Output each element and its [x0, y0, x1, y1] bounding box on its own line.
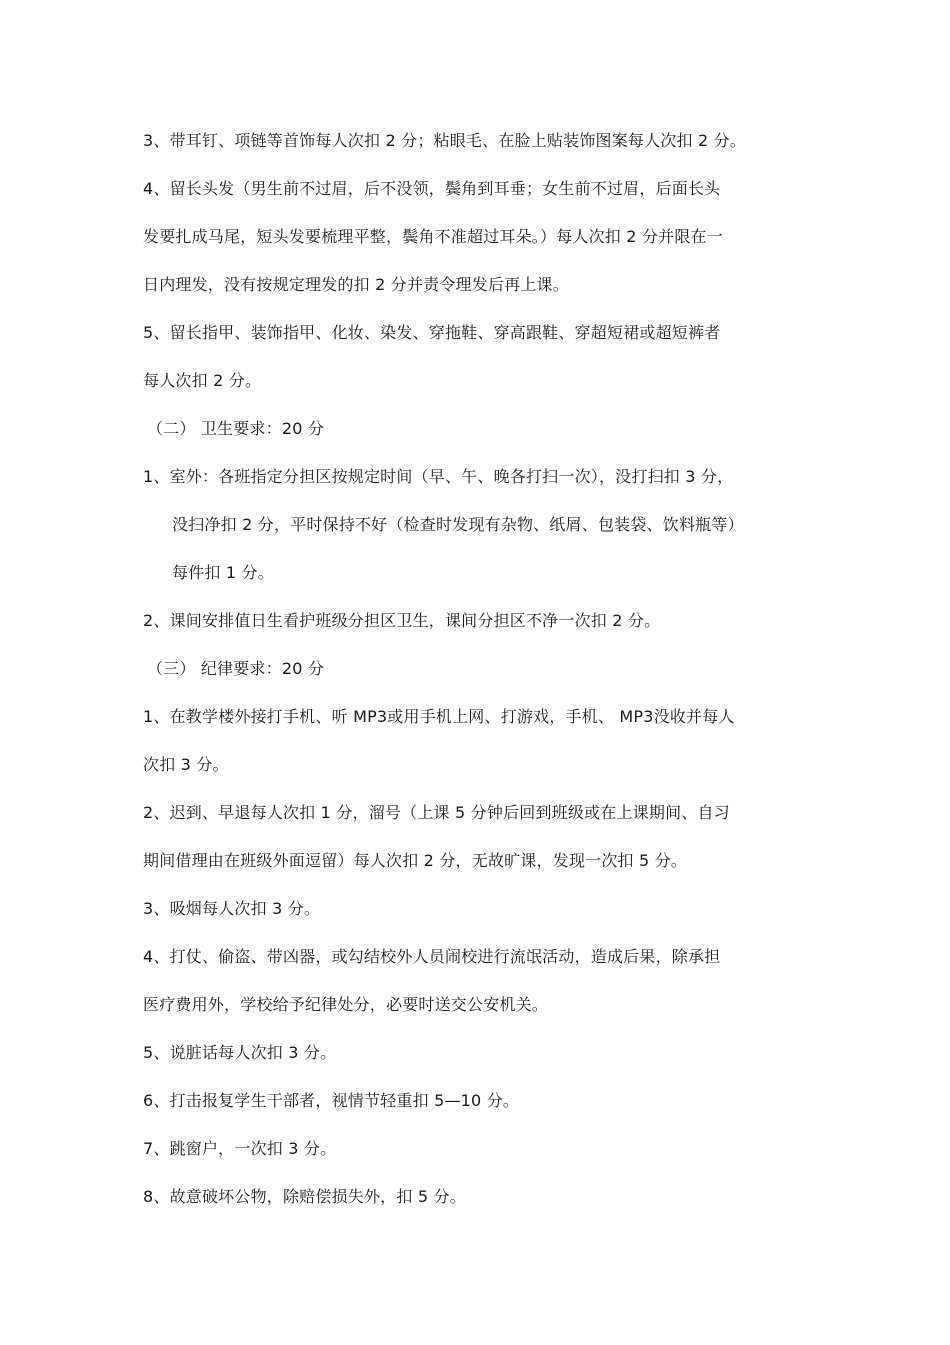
- rule-line-3-jewelry: 3、带耳钉、项链等首饰每人次扣 2 分；粘眼毛、在脸上贴装饰图案每人次扣 2 分。: [143, 131, 747, 150]
- discipline-line-4-cont: 医疗费用外，学校给予纪律处分，必要时送交公安机关。: [143, 995, 549, 1014]
- discipline-line-1-phone: 1、在教学楼外接打手机、听 MP3或用手机上网、打游戏，手机、 MP3没收并每人: [143, 707, 735, 726]
- section-heading-hygiene: （二） 卫生要求：20 分: [147, 419, 325, 438]
- discipline-line-5-language: 5、说脏话每人次扣 3 分。: [143, 1043, 337, 1062]
- hygiene-line-1-outdoor: 1、室外：各班指定分担区按规定时间（早、午、晚各打扫一次），没打扫扣 3 分，: [143, 467, 734, 486]
- discipline-line-1-cont: 次扣 3 分。: [143, 755, 229, 774]
- discipline-line-3-smoking: 3、吸烟每人次扣 3 分。: [143, 899, 321, 918]
- rule-line-4-hair: 4、留长头发（男生前不过眉，后不没领，鬓角到耳垂；女生前不过眉，后面长头: [143, 179, 721, 198]
- discipline-line-6-retaliation: 6、打击报复学生干部者，视情节轻重扣 5—10 分。: [143, 1091, 520, 1110]
- section-heading-discipline: （三） 纪律要求：20 分: [147, 659, 325, 678]
- rule-line-5-nails-cont: 每人次扣 2 分。: [143, 371, 262, 390]
- rule-line-4-hair-cont2: 日内理发，没有按规定理发的扣 2 分并责令理发后再上课。: [143, 275, 569, 294]
- discipline-line-4-fighting: 4、打仗、偷盗、带凶器，或勾结校外人员闹校进行流氓活动，造成后果，除承担: [143, 947, 721, 966]
- hygiene-line-1-cont2: 每件扣 1 分。: [172, 563, 274, 582]
- discipline-line-2-cont: 期间借理由在班级外面逗留）每人次扣 2 分，无故旷课，发现一次扣 5 分。: [143, 851, 688, 870]
- discipline-line-7-window: 7、跳窗户，一次扣 3 分。: [143, 1139, 337, 1158]
- discipline-line-2-late: 2、迟到、早退每人次扣 1 分，溜号（上课 5 分钟后回到班级或在上课期间、自习: [143, 803, 730, 822]
- hygiene-line-1-cont: 没扫净扣 2 分，平时保持不好（检查时发现有杂物、纸屑、包装袋、饮料瓶等）: [172, 515, 744, 534]
- rule-line-4-hair-cont: 发要扎成马尾，短头发要梳理平整，鬓角不准超过耳朵。）每人次扣 2 分并限在一: [143, 227, 723, 246]
- discipline-line-8-vandalism: 8、故意破坏公物，除赔偿损失外，扣 5 分。: [143, 1187, 466, 1206]
- rule-line-5-nails: 5、留长指甲、装饰指甲、化妆、染发、穿拖鞋、穿高跟鞋、穿超短裙或超短裤者: [143, 323, 721, 342]
- hygiene-line-2-break: 2、课间安排值日生看护班级分担区卫生，课间分担区不净一次扣 2 分。: [143, 611, 661, 630]
